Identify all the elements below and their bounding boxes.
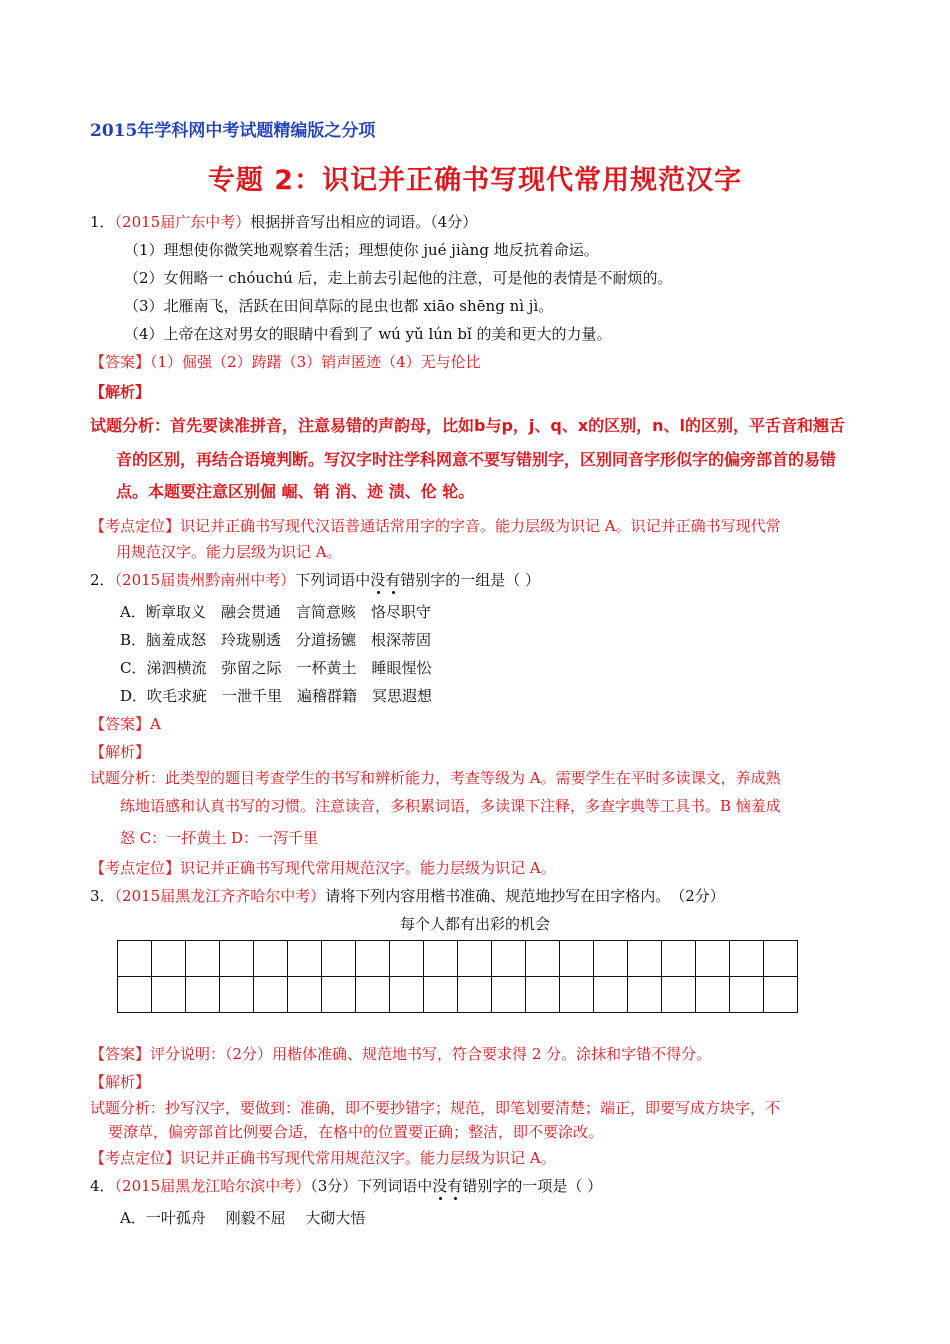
- grid-cell[interactable]: [662, 941, 696, 977]
- question-source: （2015届黑龙江哈尔滨中考）: [114, 1177, 311, 1195]
- question-1-stem: [90, 212, 477, 232]
- grid-cell[interactable]: [220, 941, 254, 977]
- grid-cell[interactable]: [730, 941, 764, 977]
- question-1-item: （1）理想使你微笑地观察着生活；理想使你 jué jiàng 地反抗着命运。: [124, 241, 599, 259]
- copy-text: 每个人都有出彩的机会: [399, 915, 550, 933]
- grid-cell[interactable]: [458, 941, 492, 977]
- question-number: 1．: [90, 213, 115, 231]
- question-source: （2015届贵州黔南州中考）: [114, 571, 296, 589]
- answer-text: 评分说明：（2分）用楷体准确、规范地书写，符合要求得 2 分。涂抹和字错不得分。: [150, 1045, 712, 1063]
- grid-cell[interactable]: [594, 941, 628, 977]
- question-text: 下列词语中: [295, 571, 371, 589]
- question-text: （3分）下列词语中: [310, 1177, 433, 1195]
- question-source: （2015届黑龙江齐齐哈尔中考）: [114, 887, 326, 905]
- question-3-analysis: 要潦草，偏旁部首比例要合适，在格中的位置要正确；整洁，即不要涂改。: [108, 1123, 604, 1141]
- grid-cell[interactable]: [492, 941, 526, 977]
- grid-cell[interactable]: [526, 941, 560, 977]
- question-1-analysis: 点。本题要注意区别倔 崛、销 消、迹 渍、伦 轮。: [116, 482, 475, 501]
- grid-cell[interactable]: [424, 977, 458, 1013]
- question-3-analysis-label: 【解析】: [90, 1073, 151, 1091]
- grid-cell[interactable]: [152, 941, 186, 977]
- grid-cell[interactable]: [764, 977, 798, 1013]
- grid-cell[interactable]: [696, 977, 730, 1013]
- question-1-point: [90, 516, 781, 536]
- grid-cell[interactable]: [322, 977, 356, 1013]
- question-2-point: [90, 858, 556, 878]
- grid-cell[interactable]: [390, 977, 424, 1013]
- question-2-analysis: 练地语感和认真书写的习惯。注意读音，多积累词语，多读课下注释，多查字典等工具书。B 恼羞成: [120, 797, 781, 815]
- grid-cell[interactable]: [288, 941, 322, 977]
- point-label: 【考点定位】: [90, 1149, 181, 1167]
- grid-cell[interactable]: [288, 977, 322, 1013]
- grid-cell[interactable]: [118, 941, 152, 977]
- question-1-item: （4）上帝在这对男女的眼睛中看到了 wú yǔ lún bǐ 的美和更大的力量。: [124, 325, 612, 343]
- page-title: 专题 2：识记并正确书写现代常用规范汉字: [207, 165, 743, 196]
- grid-row: [118, 977, 798, 1013]
- writing-grid[interactable]: [117, 940, 798, 1013]
- grid-cell[interactable]: [152, 977, 186, 1013]
- question-text: 根据拼音写出相应的词语。（4分）: [250, 213, 478, 231]
- option-a: A．一叶孤舟 刚毅不屈 大砌大悟: [120, 1209, 366, 1227]
- grid-cell[interactable]: [390, 941, 424, 977]
- question-2-stem: [90, 570, 540, 590]
- option-a: A．断章取义 融会贯通 言简意赅 恪尽职守: [120, 603, 431, 621]
- grid-cell[interactable]: [186, 941, 220, 977]
- question-number: 3．: [90, 887, 115, 905]
- grid-cell[interactable]: [662, 977, 696, 1013]
- question-number: 4．: [90, 1177, 115, 1195]
- emphasis-char: 没: [370, 571, 386, 589]
- question-2-analysis: 怒 C：一抔黄土 D：一泻千里: [120, 829, 319, 847]
- grid-cell[interactable]: [254, 941, 288, 977]
- grid-cell[interactable]: [560, 941, 594, 977]
- question-3-answer: [90, 1044, 711, 1064]
- grid-cell[interactable]: [356, 977, 390, 1013]
- question-number: 2．: [90, 571, 115, 589]
- option-c: C．涕泗横流 弥留之际 一杯黄土 睡眼惺忪: [120, 659, 432, 677]
- emphasis-char: 有: [385, 571, 401, 589]
- question-2-analysis-label: 【解析】: [90, 743, 151, 761]
- grid-cell[interactable]: [560, 977, 594, 1013]
- point-text: 识记并正确书写现代汉语普通话常用字的字音。能力层级为识记 A。识记并正确书写现代常: [180, 517, 781, 535]
- grid-cell[interactable]: [424, 941, 458, 977]
- question-1-analysis: 音的区别，再结合语境判断。写汉字时注学科网意不要写错别字，区别同音字形似字的偏旁部首的易错: [116, 450, 837, 469]
- grid-cell[interactable]: [118, 977, 152, 1013]
- question-3-stem: [90, 886, 725, 906]
- grid-cell[interactable]: [764, 941, 798, 977]
- question-4-stem: [90, 1176, 602, 1196]
- emphasis-char: 没: [432, 1177, 448, 1195]
- question-1-point: 用规范汉字。能力层级为识记 A。: [116, 543, 342, 561]
- grid-cell[interactable]: [322, 941, 356, 977]
- question-1-item: （3）北雁南飞，活跃在田间草际的昆虫也都 xiāo shēng nì jì。: [124, 297, 554, 315]
- grid-cell[interactable]: [186, 977, 220, 1013]
- question-2-answer: 【答案】A: [90, 715, 161, 733]
- question-text: 请将下列内容用楷书准确、规范地抄写在田字格内。 （2分）: [325, 887, 725, 905]
- point-text: 识记并正确书写现代常用规范汉字。能力层级为识记 A。: [180, 859, 556, 877]
- grid-cell[interactable]: [526, 977, 560, 1013]
- option-d: D．吹毛求疵 一泄千里 遍稽群籍 冥思遐想: [120, 687, 433, 705]
- grid-cell[interactable]: [628, 977, 662, 1013]
- point-label: 【考点定位】: [90, 517, 181, 535]
- point-text: 识记并正确书写现代常用规范汉字。能力层级为识记 A。: [180, 1149, 556, 1167]
- grid-cell[interactable]: [220, 977, 254, 1013]
- grid-cell[interactable]: [458, 977, 492, 1013]
- question-1-analysis: 试题分析：首先要读准拼音，注意易错的声韵母，比如b与p，j、q、x的区别，n、l的区别，平舌音和翘舌: [90, 416, 846, 435]
- grid-cell[interactable]: [594, 977, 628, 1013]
- point-label: 【考点定位】: [90, 859, 181, 877]
- question-text: 错别字的一组是（ ）: [400, 571, 541, 589]
- grid-row: [118, 941, 798, 977]
- grid-cell[interactable]: [696, 941, 730, 977]
- option-b: B．脑羞成怒 玲珑剔透 分道扬镳 根深蒂固: [120, 631, 432, 649]
- grid-cell[interactable]: [254, 977, 288, 1013]
- grid-cell[interactable]: [356, 941, 390, 977]
- question-2-analysis: 试题分析：此类型的题目考查学生的书写和辨析能力，考查等级为 A。需要学生在平时多读课文，养成熟: [90, 769, 781, 787]
- grid-cell[interactable]: [730, 977, 764, 1013]
- question-1-answer: 【答案】（1）倔强（2）踌躇（3）销声匿迹（4）无与伦比: [90, 353, 481, 371]
- question-text: 错别字的一项是（ ）: [462, 1177, 603, 1195]
- series-header: 2015年学科网中考试题精编版之分项: [90, 121, 376, 141]
- emphasis-char: 有: [447, 1177, 463, 1195]
- grid-cell[interactable]: [492, 977, 526, 1013]
- question-3-analysis: 试题分析：抄写汉字，要做到：准确，即不要抄错字；规范，即笔划要清楚；端正，即要写成方块字，不: [90, 1099, 781, 1117]
- question-1-analysis-label: 【解析】: [90, 383, 151, 401]
- question-1-item: （2）女佣略一 chóuchú 后，走上前去引起他的注意，可是他的表情是不耐烦的。: [124, 269, 673, 287]
- answer-label: 【答案】: [90, 1045, 151, 1063]
- question-3-point: [90, 1148, 556, 1168]
- question-source: （2015届广东中考）: [114, 213, 251, 231]
- grid-cell[interactable]: [628, 941, 662, 977]
